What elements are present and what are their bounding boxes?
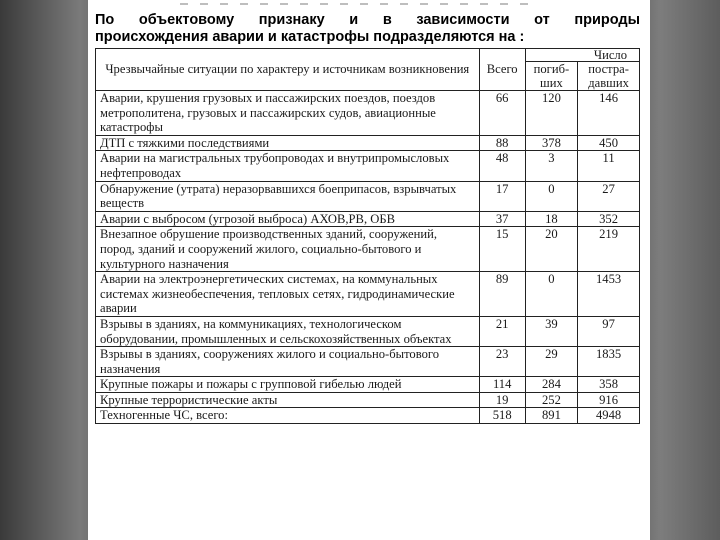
row-total: 37	[479, 211, 525, 227]
row-total: 23	[479, 347, 525, 377]
row-label: Аварии, крушения грузовых и пассажирских поездов, поездов метрополитена, грузовых и пассажирских судов, авиационные катастрофы	[96, 91, 480, 136]
row-label: Крупные террористические акты	[96, 392, 480, 408]
row-killed: 39	[525, 316, 577, 346]
row-injured: 358	[578, 377, 640, 393]
row-injured: 97	[578, 316, 640, 346]
table-row	[96, 316, 640, 346]
table-row	[96, 211, 640, 227]
row-label: Техногенные ЧС, всего:	[96, 408, 480, 424]
table-row	[96, 227, 640, 272]
row-total: 48	[479, 151, 525, 181]
row-total: 518	[479, 408, 525, 424]
row-total: 15	[479, 227, 525, 272]
row-total: 19	[479, 392, 525, 408]
row-injured: 11	[578, 151, 640, 181]
table-row	[96, 135, 640, 151]
row-killed: 252	[525, 392, 577, 408]
row-injured: 916	[578, 392, 640, 408]
header-injured: постра-давших	[578, 62, 640, 91]
row-total: 114	[479, 377, 525, 393]
row-label: Взрывы в зданиях, сооружениях жилого и социально-бытового назначения	[96, 347, 480, 377]
row-label: Взрывы в зданиях, на коммуникациях, технологическом оборудовании, промышленных и сельскохозяйственных объектах	[96, 316, 480, 346]
row-label: Внезапное обрушение производственных зданий, сооружений, пород, зданий и сооружений жилого, социально-бытового и культурного назначения	[96, 227, 480, 272]
header-category: Чрезвычайные ситуации по характеру и источникам возникновения	[96, 49, 480, 91]
row-injured: 27	[578, 181, 640, 211]
table-row	[96, 377, 640, 393]
row-label: Обнаружение (утрата) неразорвавшихся боеприпасов, взрывчатых веществ	[96, 181, 480, 211]
row-killed: 0	[525, 181, 577, 211]
heading-line-1: По объектовому признаку и в зависимости от природы	[95, 12, 640, 28]
faded-text-remnant	[180, 3, 540, 5]
row-total: 89	[479, 272, 525, 317]
row-label: Крупные пожары и пожары с групповой гибелью людей	[96, 377, 480, 393]
row-total: 88	[479, 135, 525, 151]
row-killed: 891	[525, 408, 577, 424]
row-killed: 29	[525, 347, 577, 377]
header-number-group: Число	[525, 49, 639, 62]
table-row	[96, 392, 640, 408]
row-total: 21	[479, 316, 525, 346]
row-injured: 146	[578, 91, 640, 136]
row-injured: 450	[578, 135, 640, 151]
row-killed: 18	[525, 211, 577, 227]
row-label: Аварии на магистральных трубопроводах и внутрипромысловых нефтепроводах	[96, 151, 480, 181]
page-heading	[95, 12, 640, 46]
row-label: Аварии на электроэнергетических системах, на коммунальных системах жизнеобеспечения, тепловых сетях, гидродинамические аварии	[96, 272, 480, 317]
table-row	[96, 181, 640, 211]
row-killed: 3	[525, 151, 577, 181]
row-injured: 219	[578, 227, 640, 272]
row-label: Аварии с выбросом (угрозой выброса) АХОВ,РВ, ОБВ	[96, 211, 480, 227]
row-killed: 120	[525, 91, 577, 136]
header-killed: погиб-ших	[525, 62, 577, 91]
row-injured: 1835	[578, 347, 640, 377]
table-row	[96, 347, 640, 377]
table-row	[96, 151, 640, 181]
emergency-table	[95, 48, 640, 424]
row-injured: 4948	[578, 408, 640, 424]
header-total: Всего	[479, 49, 525, 91]
row-total: 66	[479, 91, 525, 136]
row-killed: 284	[525, 377, 577, 393]
table-row	[96, 91, 640, 136]
table-row	[96, 408, 640, 424]
row-killed: 0	[525, 272, 577, 317]
row-injured: 352	[578, 211, 640, 227]
row-killed: 378	[525, 135, 577, 151]
table-row	[96, 272, 640, 317]
heading-line-2: происхождения аварии и катастрофы подразделяются на :	[95, 29, 525, 45]
row-killed: 20	[525, 227, 577, 272]
row-label: ДТП с тяжкими последствиями	[96, 135, 480, 151]
row-total: 17	[479, 181, 525, 211]
row-injured: 1453	[578, 272, 640, 317]
